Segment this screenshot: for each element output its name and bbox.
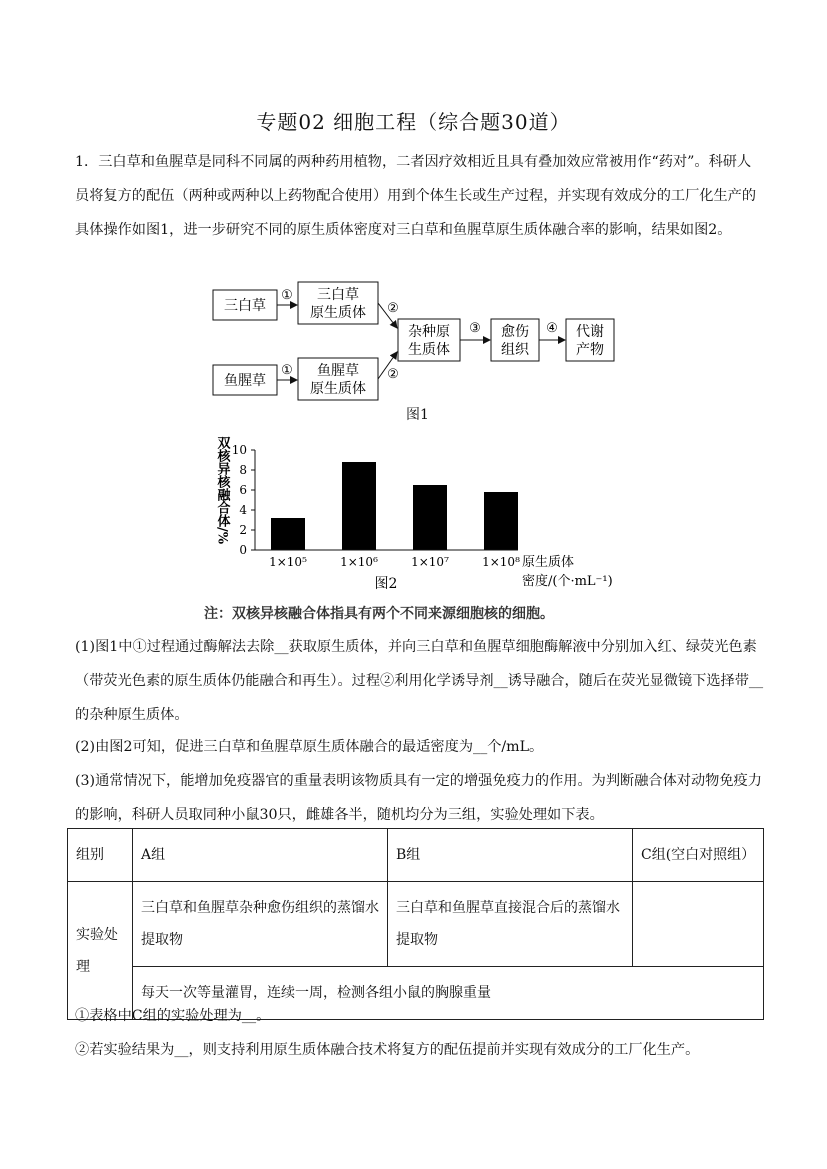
box-callus-line2: 组织 xyxy=(501,342,529,358)
table-header-c: C组(空白对照组） xyxy=(633,829,764,882)
box-protoplast-1-line1: 三白草 xyxy=(317,287,359,303)
sub-question-2: ②若实验结果为__，则支持利用原生质体融合技术将复方的配伍提前并实现有效成分的工厂化生产。 xyxy=(75,1042,700,1058)
step1-label-top: ① xyxy=(281,288,293,303)
y-tick-label: 2 xyxy=(239,523,247,537)
figure-1-caption: 图1 xyxy=(406,407,429,423)
question-part-3: (3)通常情况下，能增加免疫器官的重量表明该物质具有一定的增强免疫力的作用。为判断融合体对动物免疫力的影响，科研人员取同种小鼠30只，雌雄各半，随机均分为三组，实验处理如下表。 xyxy=(75,773,762,823)
question-part-2: (2)由图2可知，促进三白草和鱼腥草原生质体融合的最适密度为__个/mL。 xyxy=(75,739,544,755)
box-hybrid-line1: 杂种原 xyxy=(408,324,450,340)
figure-2-caption: 图2 xyxy=(374,576,398,592)
table-header-a: A组 xyxy=(133,829,388,882)
question-part-1: (1)图1中①过程通过酶解法去除__获取原生质体，并向三白草和鱼腥草细胞酶解液中分别加入红、绿荧光色素（带荧光色素的原生质体仍能融合和再生）。过程②利用化学诱导剂__诱导融合，随后在荧光显微镜下选择带__的杂种原生质体。 xyxy=(75,639,764,723)
chart-x-axis-label-line1: 原生质体 xyxy=(522,555,575,570)
x-tick-label: 1×10⁵ xyxy=(269,555,307,569)
step2-label-top: ② xyxy=(387,301,399,316)
box-metabolite-line1: 代谢 xyxy=(576,324,604,340)
table-header-row xyxy=(68,829,764,882)
table-cell-b: 三白草和鱼腥草直接混合后的蒸馏水提取物 xyxy=(388,882,633,967)
figure-2-bar-chart xyxy=(200,430,660,602)
chart-x-axis-label-line2: 密度/(个·mL⁻¹) xyxy=(522,574,613,589)
box-sanbaicao-label: 三白草 xyxy=(224,298,266,314)
table-cell-common: 每天一次等量灌胃，连续一周，检测各组小鼠的胸腺重量 xyxy=(133,967,764,1020)
step1-label-bottom: ① xyxy=(281,363,293,378)
bar xyxy=(413,485,447,550)
box-metabolite-line2: 产物 xyxy=(576,342,604,358)
table-header-group: 组别 xyxy=(68,829,133,882)
box-yuxingcao-label: 鱼腥草 xyxy=(224,373,266,389)
figure-1-flowchart xyxy=(210,280,630,405)
y-tick-label: 8 xyxy=(239,463,247,477)
y-tick-label: 10 xyxy=(231,443,247,457)
y-tick-label: 6 xyxy=(239,483,247,497)
table-cell-c xyxy=(633,882,764,967)
step3-label: ③ xyxy=(469,321,481,336)
x-tick-label: 1×10⁸ xyxy=(482,555,520,569)
experiment-table xyxy=(67,828,764,1020)
box-protoplast-1-line2: 原生质体 xyxy=(310,305,366,321)
chart-y-axis-label: 双核异核融合体/% xyxy=(214,436,230,545)
bar xyxy=(342,462,376,550)
question-intro: 1．三白草和鱼腥草是同科不同属的两种药用植物，二者因疗效相近且具有叠加效应常被用作“药对”。科研人员将复方的配伍（两种或两种以上药物配合使用）用到个体生长或生产过程，并实现有效成分的工厂化生产的具体操作如图1，进一步研究不同的原生质体密度对三白草和鱼腥草原生质体融合率的影响，结果如图2。 xyxy=(75,154,757,238)
table-row-label: 实验处理 xyxy=(68,882,133,1020)
sub-question-1: ①表格中C组的实验处理为__。 xyxy=(75,1008,271,1024)
table-cell-a: 三白草和鱼腥草杂种愈伤组织的蒸馏水提取物 xyxy=(133,882,388,967)
table-header-b: B组 xyxy=(388,829,633,882)
y-tick-label: 4 xyxy=(239,503,247,517)
box-protoplast-2-line1: 鱼腥草 xyxy=(317,363,359,379)
step4-label: ④ xyxy=(546,321,558,336)
x-tick-label: 1×10⁷ xyxy=(411,555,449,569)
figure-2-note: 注：双核异核融合体指具有两个不同来源细胞核的细胞。 xyxy=(204,606,554,622)
table-row-treatment xyxy=(68,882,764,967)
box-protoplast-2-line2: 原生质体 xyxy=(310,381,366,397)
bar xyxy=(484,492,518,550)
bar xyxy=(271,518,305,550)
y-tick-label: 0 xyxy=(239,543,247,557)
box-hybrid-line2: 生质体 xyxy=(408,342,450,358)
page-title: 专题02 细胞工程（综合题30道） xyxy=(256,110,571,134)
x-tick-label: 1×10⁶ xyxy=(340,555,378,569)
step2-label-bottom: ② xyxy=(387,367,399,382)
box-callus-line1: 愈伤 xyxy=(501,324,529,340)
